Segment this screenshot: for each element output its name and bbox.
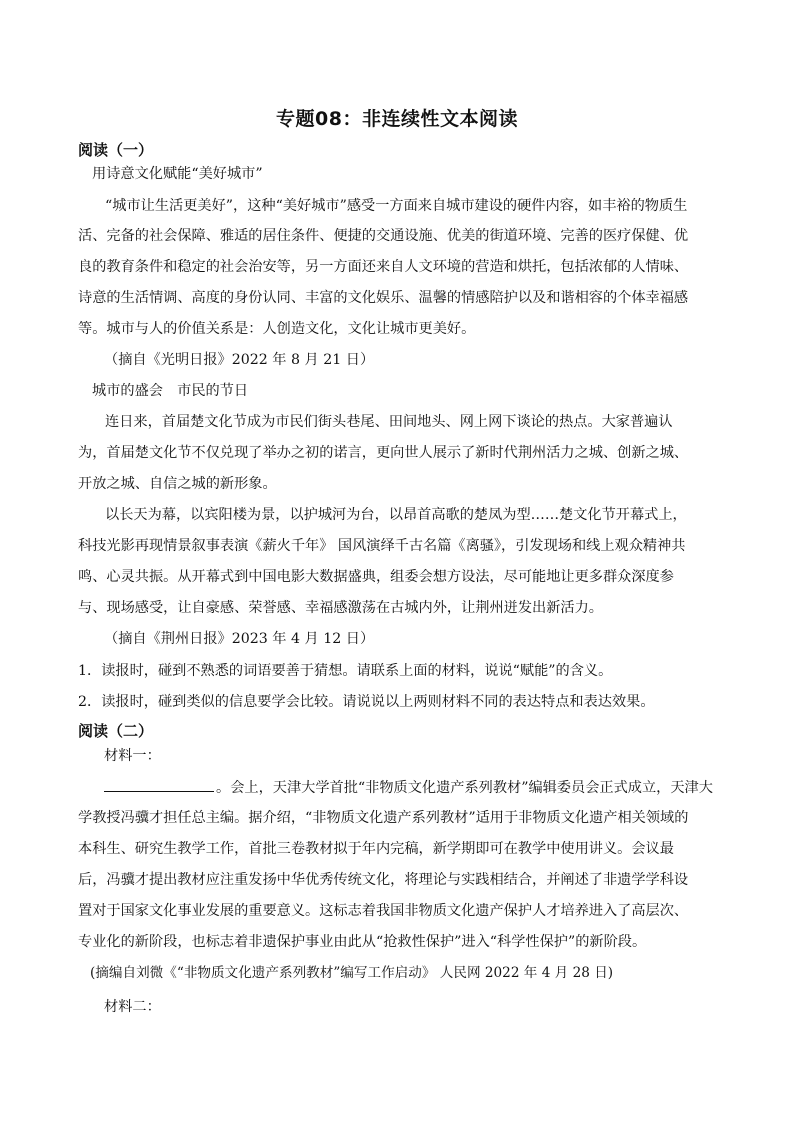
paragraph-line: 与、现场感受，让自豪感、荣誉感、幸福感激荡在古城内外，让荆州迸发出新活力。 <box>78 600 603 616</box>
paragraph-line: 学教授冯骥才担任总主编。据介绍，“非物质文化遗产系列教材”适用于非物质文化遗产相关领域的 <box>78 810 689 826</box>
section-heading-2: 阅读（二） <box>78 722 154 740</box>
paragraph-line: 本科生、研究生教学工作，首批三卷教材拟于年内完稿，新学期即可在教学中使用讲义。会议最 <box>78 841 674 857</box>
article-title-1: 用诗意文化赋能“美好城市” <box>92 166 263 182</box>
fill-in-blank[interactable] <box>104 777 214 792</box>
paragraph-line: 诗意的生活情调、高度的身份认同、丰富的文化娱乐、温馨的情感陪护以及和谐相容的个体幸福感 <box>78 290 689 306</box>
question-1: 1．读报时，碰到不熟悉的词语要善于猜想。请联系上面的材料，说说“赋能”的含义。 <box>78 663 613 679</box>
paragraph-line: 后，冯骥才提出教材应注重发扬中华优秀传统文化，将理论与实践相结合，并阐述了非遗学学科设 <box>78 872 689 888</box>
paragraph-line: 科技光影再现情景叙事表演《薪火千年》 国风演绎千古名篇《离骚》，引发现场和线上观众精神共 <box>78 538 686 554</box>
section-heading-1: 阅读（一） <box>78 141 154 159</box>
page-title: 专题08：非连续性文本阅读 <box>276 108 518 130</box>
source-citation-1: （摘自《光明日报》2022 年 8 月 21 日） <box>104 352 375 368</box>
paragraph-line: 专业化的新阶段，也标志着非遗保护事业由此从“抢救性保护”进入“科学性保护”的新阶段。 <box>78 934 647 950</box>
paragraph-line: 连日来，首届楚文化节成为市民们街头巷尾、田间地头、网上网下谈论的热点。大家普遍认 <box>105 414 673 430</box>
paragraph-line <box>104 777 713 798</box>
paragraph-text: 。会上，天津大学首批“非物质文化遗产系列教材”编辑委员会正式成立，天津大 <box>216 780 713 796</box>
paragraph-line: 活、完备的社会保障、雅适的居住条件、便捷的交通设施、优美的街道环境、完善的医疗保健、优 <box>78 228 689 244</box>
paragraph-line: 等。城市与人的价值关系是：人创造文化，文化让城市更美好。 <box>78 321 476 337</box>
material-label-2: 材料二： <box>104 999 161 1015</box>
paragraph-line: 以长天为幕，以宾阳楼为景，以护城河为台，以昂首高歌的楚凤为型……楚文化节开幕式上， <box>105 507 687 523</box>
question-2: 2．读报时，碰到类似的信息要学会比较。请说说以上两则材料不同的表达特点和表达效果。 <box>78 694 655 710</box>
material-label-1: 材料一： <box>104 748 161 764</box>
paragraph-line: 开放之城、自信之城的新形象。 <box>78 476 277 492</box>
source-citation-2: （摘自《荆州日报》2023 年 4 月 12 日） <box>104 631 375 647</box>
paragraph-line: “城市让生活更美好”，这种“美好城市”感受一方面来自城市建设的硬件内容，如丰裕的物质生 <box>105 198 688 214</box>
paragraph-line: 良的教育条件和稳定的社会治安等，另一方面还来自人文环境的营造和烘托，包括浓郁的人情味、 <box>78 259 689 275</box>
source-citation-3: (摘编自刘微《“非物质文化遗产系列教材”编写工作启动》 人民网 2022 年 4 月 28 日) <box>90 965 614 981</box>
paragraph-line: 为，首届楚文化节不仅兑现了举办之初的诺言，更向世人展示了新时代荆州活力之城、创新之城、 <box>78 445 689 461</box>
paragraph-line: 置对于国家文化事业发展的重要意义。这标志着我国非物质文化遗产保护人才培养进入了高层次、 <box>78 903 689 919</box>
paragraph-line: 鸣、心灵共振。从开幕式到中国电影大数据盛典，组委会想方设法，尽可能地让更多群众深度参 <box>78 569 674 585</box>
article-title-2: 城市的盛会 市民的节日 <box>92 383 249 399</box>
